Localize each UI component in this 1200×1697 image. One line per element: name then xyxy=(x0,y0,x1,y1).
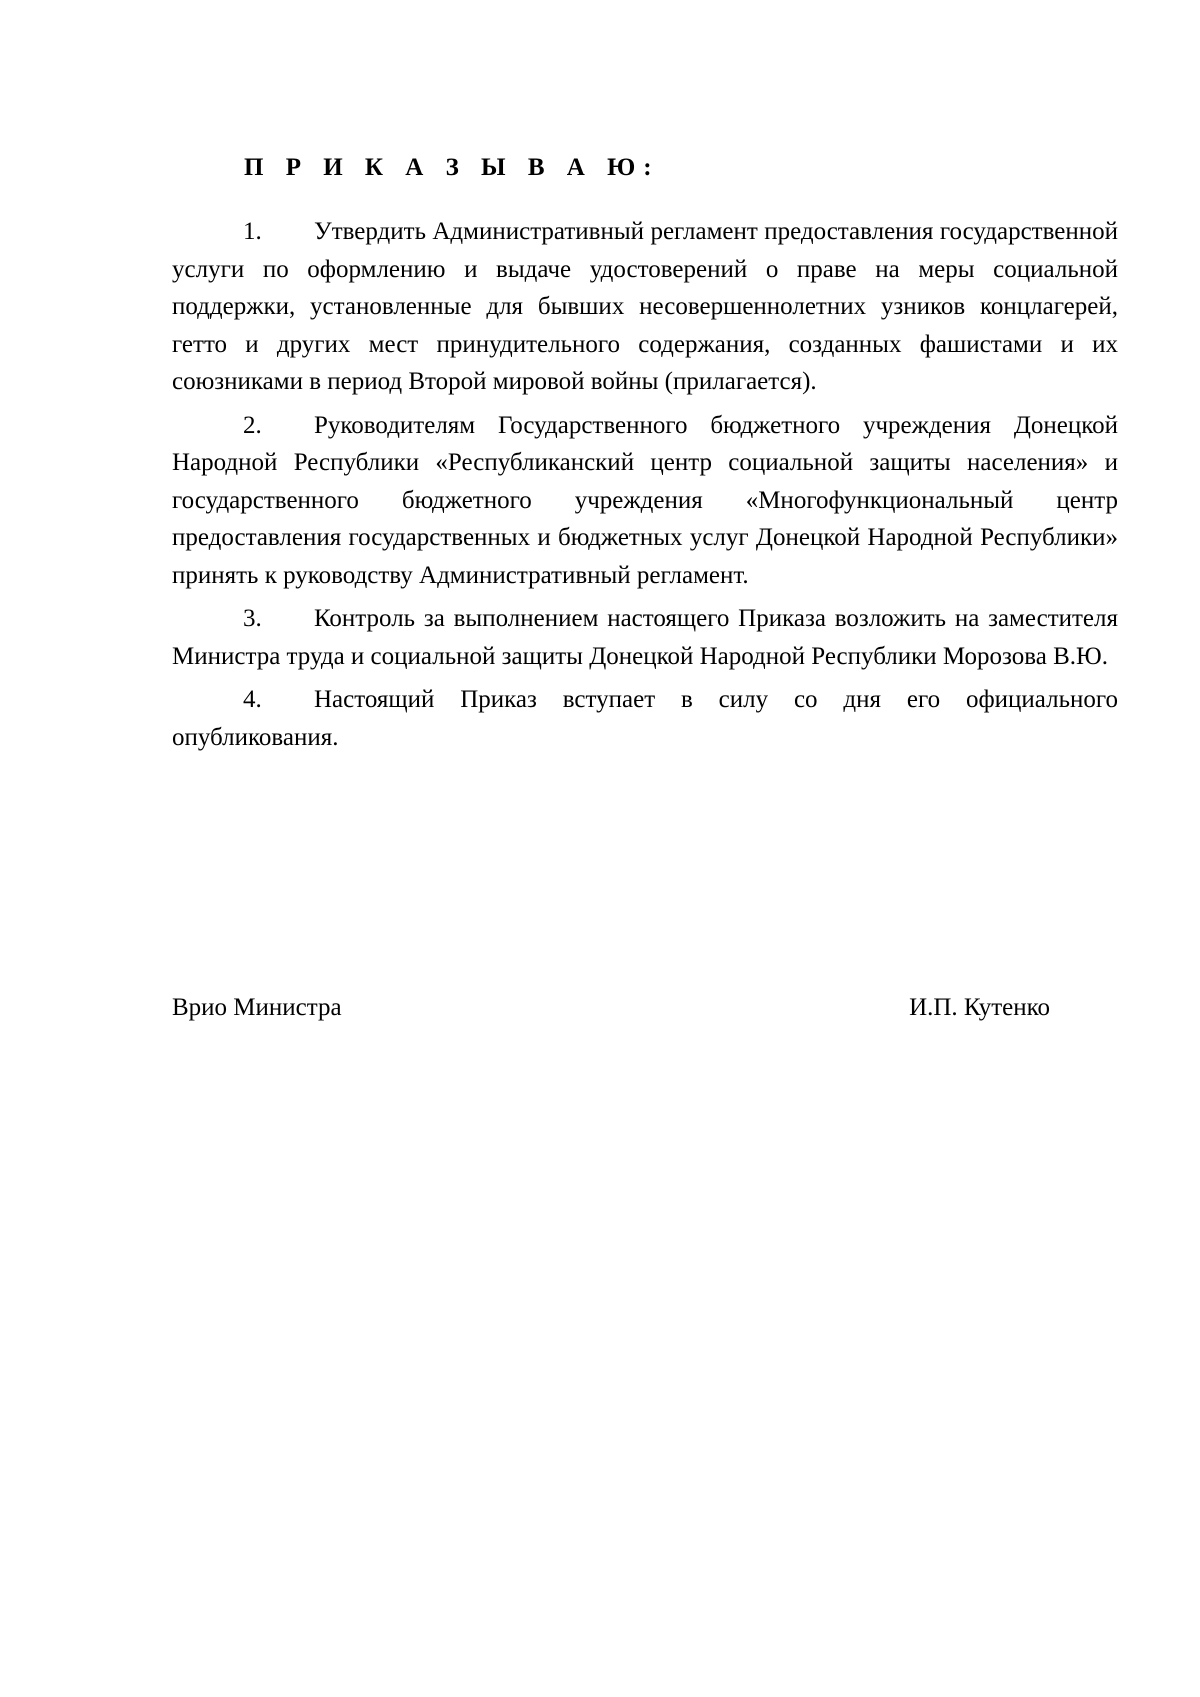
order-paragraph-4 xyxy=(172,681,1118,756)
signatory-name: И.П. Кутенко xyxy=(909,994,1050,1021)
signatory-title: Врио Министра xyxy=(172,994,342,1021)
paragraph-number: 3. xyxy=(243,605,262,632)
order-paragraph-2 xyxy=(172,407,1118,595)
paragraph-text: Настоящий Приказ вступает в силу со дня его официального опубликования. xyxy=(172,686,1118,751)
order-heading: П Р И К А З Ы В А Ю: xyxy=(244,154,660,181)
order-paragraph-1 xyxy=(172,213,1118,401)
order-body xyxy=(172,213,1118,762)
paragraph-number: 2. xyxy=(243,411,262,439)
paragraph-number: 4. xyxy=(243,686,262,713)
order-paragraph-3 xyxy=(172,600,1118,675)
paragraph-text: Контроль за выполнением настоящего Приказа возложить на заместителя Министра труда и социальной защиты Донецкой Народной Республики Морозова В.Ю. xyxy=(172,605,1118,670)
paragraph-number: 1. xyxy=(243,218,262,245)
paragraph-text: Руководителям Государственного бюджетного учреждения Донецкой Народной Республики «Республиканский центр социальной защиты населения» и государственного бюджетного учреждения «Многофункциональный центр предоставления государственных и бюджетных услуг Донецкой Народной Республики» принять к руководству Административный регламент. xyxy=(172,411,1118,589)
paragraph-text: Утвердить Административный регламент предоставления государственной услуги по оформлению и выдаче удостоверений о праве на меры социальной поддержки, установленные для бывших несовершеннолетних узников концлагерей, гетто и других мест принудительного содержания, созданных фашистами и их союзниками в период Второй мировой войны (прилагается). xyxy=(172,218,1118,395)
